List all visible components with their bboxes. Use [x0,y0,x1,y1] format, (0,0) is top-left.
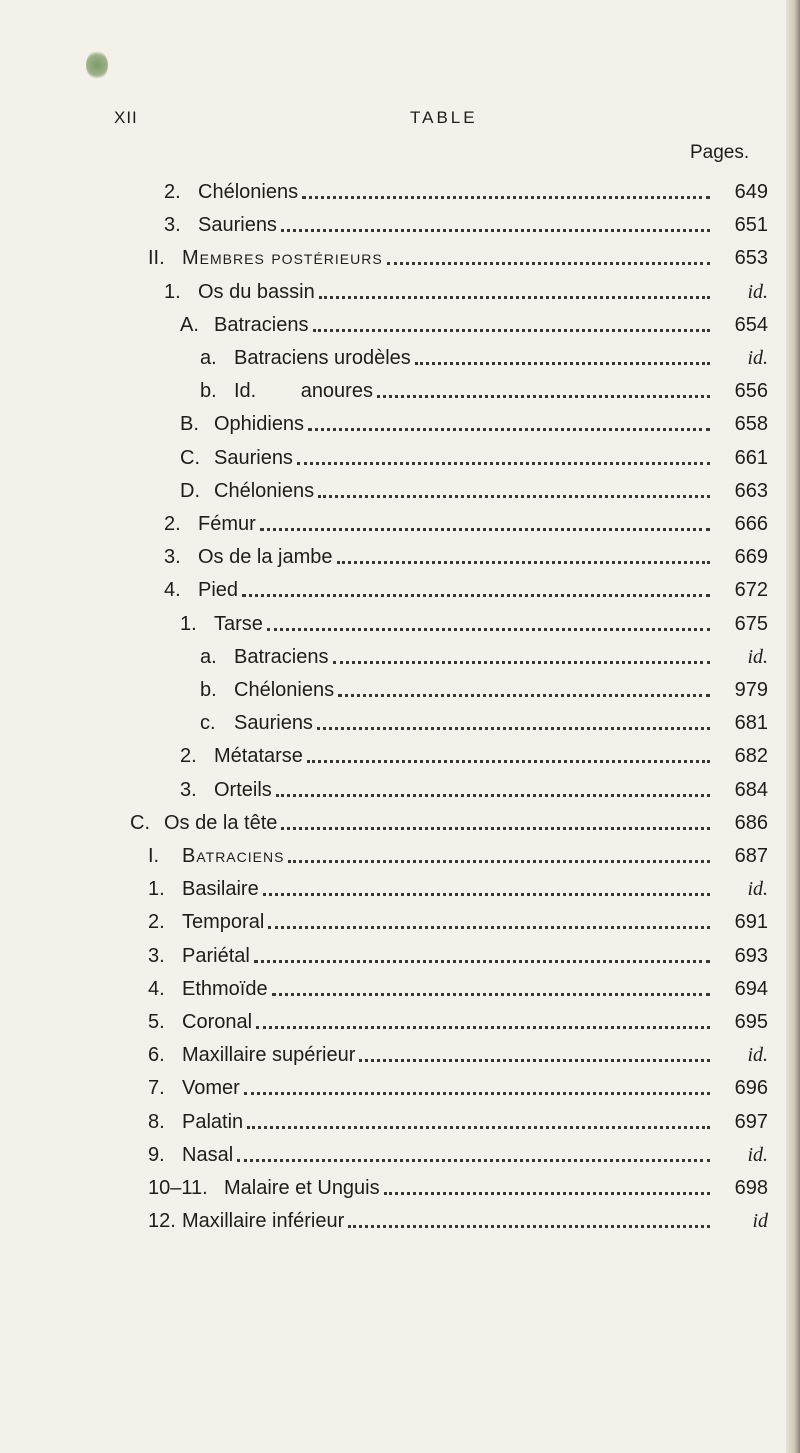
toc-entry [148,1166,768,1200]
toc-entry-title: Batraciens [234,645,329,668]
toc-entry-number: 3. [164,214,181,237]
toc-entry-page: id. [747,1143,768,1166]
toc-entry-number: 4. [148,977,165,1000]
toc-entry-page: 693 [734,944,768,967]
toc-entry [130,801,768,835]
dot-leader [333,660,711,664]
dot-leader [317,726,710,730]
dot-leader [377,394,710,398]
toc-entry-title: Maxillaire supérieur [182,1044,356,1067]
toc-entry-page: 687 [734,845,768,867]
running-title: TABLE [410,108,478,127]
dot-leader [359,1058,710,1062]
toc-entry-title: Sauriens [234,712,313,735]
toc-entry-number: II. [148,247,165,270]
toc-entry-title: Batraciens [182,845,285,867]
page-edge [786,0,800,1453]
toc-entry [180,436,768,470]
toc-entry-number: 2. [164,513,181,535]
toc-entry [180,469,768,503]
toc-entry-page: 691 [734,911,768,934]
toc-entry-number: 4. [164,579,181,602]
dot-leader [387,261,710,265]
dot-leader [318,494,710,498]
toc-entry [148,236,768,270]
toc-entry-page: id. [747,878,768,901]
toc-entry-page: 654 [734,313,768,336]
toc-entry [164,568,768,602]
toc-entry-number: 8. [148,1110,165,1133]
toc-entry-number: 2. [148,911,165,934]
toc-entry-page: 656 [734,380,768,403]
toc-entry-page: 681 [734,712,768,735]
toc-entry-number: a. [200,347,217,369]
toc-entry-page: 672 [734,579,768,602]
toc-entry-page: id. [747,1044,768,1067]
dot-leader [281,228,710,232]
toc-entry [148,934,768,968]
toc-entry-title: Pied [198,579,239,602]
toc-entry-title: Membres postérieurs [182,247,383,270]
dot-leader [276,793,710,797]
toc-entry-number: 1. [180,612,197,635]
dot-leader [256,1025,710,1029]
toc-entry-number: 2. [164,181,181,203]
toc-entry-number: I. [148,845,160,867]
toc-entry-number: 9. [148,1143,165,1166]
dot-leader [288,859,710,863]
toc-entry-number: C. [130,811,150,834]
toc-entry-page: 695 [734,1011,768,1033]
toc-entry-number: C. [180,446,200,469]
toc-entry-title: Palatin [182,1110,244,1133]
toc-entry-title: Batraciens [214,313,309,336]
toc-entry-title: Maxillaire inférieur [182,1210,345,1233]
toc-entry-number: 12. [148,1210,176,1233]
toc-entry-title: Os de la jambe [198,546,333,569]
toc-entry-title: Orteils [214,778,272,801]
toc-entry-page: 682 [734,745,768,768]
toc-entry-number: 3. [164,546,181,569]
toc-entry [148,1066,768,1100]
toc-entry [180,768,768,802]
toc-entry [148,900,768,934]
toc-entry-title: Chéloniens [214,479,315,502]
toc-entry-page: 653 [734,247,768,270]
toc-entry [148,834,768,868]
toc-entry [164,535,768,569]
toc-entry [164,270,768,304]
toc-entry [148,1100,768,1134]
dot-leader [267,627,710,631]
toc-entry-title: Id. anoures [234,380,373,403]
toc-entry-number: A. [180,313,199,336]
dot-leader [308,427,710,431]
toc-entry-page: 649 [734,181,768,203]
toc-entry-page: 979 [734,679,768,701]
toc-entry-title: Fémur [198,513,256,535]
dot-leader [337,560,710,564]
toc-entry [200,336,768,370]
toc-entry-page: id. [747,280,768,303]
toc-entry-page: id. [747,645,768,668]
toc-entry-page: 698 [734,1177,768,1199]
ink-stain [86,50,108,80]
pages-column-label: Pages. [690,142,750,163]
toc-entry-number: 10–11. [148,1177,208,1199]
toc-entry-title: Ophidiens [214,413,305,436]
toc-entry-title: Nasal [182,1143,234,1166]
dot-leader [244,1091,710,1095]
toc-entry [200,668,768,702]
toc-entry [148,867,768,901]
toc-entry-number: b. [200,380,217,403]
toc-entry-number: D. [180,479,200,502]
dot-leader [272,992,710,996]
toc-entry [180,402,768,436]
toc-entry-page: 663 [734,479,768,502]
running-head [0,108,800,138]
dot-leader [307,759,710,763]
dot-leader [247,1125,710,1129]
dot-leader [338,693,710,697]
dot-leader [242,593,710,597]
dot-leader [348,1224,710,1228]
toc-entry-page: 696 [734,1077,768,1100]
dot-leader [319,295,710,299]
toc-entry [180,734,768,768]
toc-entry-title: Vomer [182,1077,240,1100]
toc-entry [164,203,768,237]
toc-entry-number: 1. [164,280,181,303]
dot-leader [237,1158,710,1162]
dot-leader [313,328,711,332]
toc-entry-title: Métatarse [214,745,303,768]
toc-entry [180,303,768,337]
toc-entry-number: a. [200,645,217,668]
toc-entry-title: Coronal [182,1011,253,1033]
toc-entry-title: Chéloniens [198,181,299,203]
toc-entry-page: 651 [734,214,768,237]
toc-entry-title: Ethmoïde [182,977,268,1000]
toc-entry-page: 661 [734,446,768,469]
toc-entry-title: Sauriens [198,214,277,237]
toc-entry [164,170,768,204]
toc-entry-page: 666 [734,513,768,535]
toc-entry-page: id [752,1210,768,1233]
toc-entry-title: Malaire et Unguis [224,1177,380,1199]
toc-entry [200,701,768,735]
toc-entry [200,369,768,403]
toc-entry-number: B. [180,413,199,436]
toc-entry-page: 658 [734,413,768,436]
toc-entry-number: 6. [148,1044,165,1067]
toc-entry-number: 1. [148,878,165,901]
dot-leader [281,826,710,830]
dot-leader [297,461,710,465]
toc-entry-number: 7. [148,1077,165,1100]
toc-entry [148,1000,768,1034]
toc-entry-page: 669 [734,546,768,569]
toc-entry-page: 675 [734,612,768,635]
toc-entry [180,602,768,636]
toc-entry-title: Batraciens urodèles [234,347,411,369]
dot-leader [415,361,710,365]
toc-entry-title: Os du bassin [198,280,315,303]
toc-entry-number: b. [200,679,217,701]
toc-entry-title: Basilaire [182,878,259,901]
toc-entry-page: 686 [734,811,768,834]
toc-entry [164,502,768,536]
toc-entry [148,1033,768,1067]
toc-entry-page: 697 [734,1110,768,1133]
toc-entry-number: c. [200,712,216,735]
dot-leader [268,925,710,929]
toc-entry-title: Tarse [214,612,263,635]
toc-entry-page: 684 [734,778,768,801]
toc-entry-title: Chéloniens [234,679,335,701]
toc-entry-number: 2. [180,745,197,768]
dot-leader [260,527,710,531]
toc-entry-title: Temporal [182,911,265,934]
toc-entry-title: Os de la tête [164,811,278,834]
toc-entry-number: 3. [180,778,197,801]
toc-entry-page: 694 [734,977,768,1000]
toc-entry-title: Pariétal [182,944,250,967]
dot-leader [263,892,710,896]
toc-entry [148,1133,768,1167]
toc-entry [148,1199,768,1233]
dot-leader [254,959,710,963]
dot-leader [384,1191,710,1195]
toc-entry [200,635,768,669]
toc-entry-number: 5. [148,1011,165,1033]
page-folio: XII [114,108,138,127]
toc-entry-number: 3. [148,944,165,967]
toc-entry [148,967,768,1001]
toc-entry-title: Sauriens [214,446,293,469]
dot-leader [302,195,710,199]
toc-entry-page: id. [747,347,768,369]
